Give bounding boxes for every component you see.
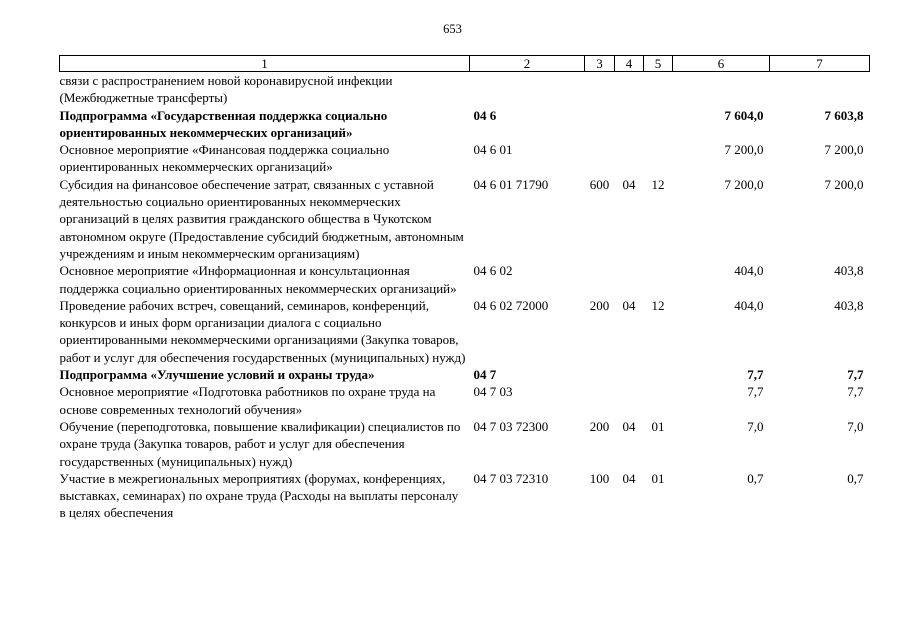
row-amount-1: 7 200,0 [724,176,764,192]
row-name: Проведение рабочих встреч, совещаний, семинаров, конференций, конкурсов и иных форм организации диалога с социально ориентированными некоммерческими организациями (Закупка товаров, работ и услуг для обеспечения государственных (муниципальных) нужд) [59,297,466,365]
row-code: 04 6 02 [473,263,513,279]
row-pr [644,107,673,142]
row-vr [585,107,615,142]
row-amount-1: 7,7 [747,384,764,400]
row-amount-2: 403,8 [834,263,864,279]
table-row [60,141,870,176]
row-code: 04 6 01 71790 [473,176,549,192]
page-number: 653 [443,22,462,36]
row-amount-2: 7,7 [847,367,864,383]
row-rz [615,383,644,418]
row-pr: 12 [651,176,665,192]
table-row [60,72,870,107]
table-row [60,107,870,142]
row-rz: 04 [622,176,636,192]
row-amount-2 [770,72,870,107]
header-col-2: 2 [470,56,585,72]
budget-table [59,55,870,522]
row-amount-2: 0,7 [847,470,864,486]
row-pr [644,366,673,383]
row-vr: 600 [589,176,610,192]
table-row [60,470,870,522]
table-row [60,262,870,297]
row-amount-1 [673,72,770,107]
row-name: Основное мероприятие «Информационная и консультационная поддержка социально ориентированных некоммерческих организаций» [59,263,457,296]
header-col-6: 6 [673,56,770,72]
row-amount-1: 7 200,0 [724,142,764,158]
row-name: Подпрограмма «Государственная поддержка социально ориентированных некоммерческих организаций» [59,107,388,140]
row-amount-1: 404,0 [734,297,764,313]
row-pr [644,72,673,107]
header-col-5: 5 [644,56,673,72]
row-vr [585,141,615,176]
row-vr: 100 [589,470,610,486]
row-amount-2: 7 603,8 [824,107,864,123]
row-name: Основное мероприятие «Финансовая поддержка социально ориентированных некоммерческих организаций» [59,142,390,175]
row-rz: 04 [622,297,636,313]
header-col-7: 7 [770,56,870,72]
row-code: 04 7 03 [473,384,513,400]
table-row [60,366,870,383]
row-amount-1: 7 604,0 [724,107,764,123]
row-rz [615,72,644,107]
table-row [60,418,870,470]
row-rz [615,107,644,142]
row-code: 04 7 03 72300 [473,418,549,434]
row-amount-1: 404,0 [734,263,764,279]
row-rz [615,366,644,383]
row-pr [644,383,673,418]
row-amount-2: 7,0 [847,418,864,434]
row-code: 04 6 01 [473,142,513,158]
row-amount-2: 403,8 [834,297,864,313]
row-code [470,72,585,107]
row-vr [585,262,615,297]
header-row [60,56,870,72]
row-vr: 200 [589,418,610,434]
row-code: 04 7 03 72310 [473,470,549,486]
header-col-4: 4 [615,56,644,72]
row-pr: 01 [651,470,665,486]
row-name: Подпрограмма «Улучшение условий и охраны труда» [59,367,375,383]
row-rz: 04 [622,470,636,486]
row-amount-2: 7 200,0 [824,142,864,158]
row-name: Основное мероприятие «Подготовка работников по охране труда на основе современных технологий обучения» [59,384,436,417]
row-code: 04 7 [473,367,497,383]
row-pr: 12 [651,297,665,313]
table-row [60,297,870,366]
row-vr [585,383,615,418]
row-code: 04 6 02 72000 [473,297,549,313]
table-row [60,176,870,262]
table-row [60,383,870,418]
row-vr [585,72,615,107]
row-pr [644,141,673,176]
row-rz [615,141,644,176]
header-col-3: 3 [585,56,615,72]
row-amount-2: 7,7 [847,384,864,400]
row-rz: 04 [622,418,636,434]
row-vr [585,366,615,383]
row-pr [644,262,673,297]
row-pr: 01 [651,418,665,434]
row-name: связи с распространением новой коронавирусной инфекции (Межбюджетные трансферты) [59,73,393,106]
table-header [60,56,870,72]
row-amount-1: 7,0 [747,418,764,434]
row-name: Участие в межрегиональных мероприятиях (форумах, конференциях, выставках, семинарах) по охране труда (Расходы на выплаты персоналу в целях обеспечения [59,470,459,521]
row-name: Субсидия на финансовое обеспечение затрат, связанных с уставной деятельностью социально ориентированных некоммерческих организаций в целях развития гражданского общества в Чукотском автономном округе (Предоставление субсидий бюджетным, автономным учреждениям и иным некоммерческим организациям) [59,176,464,261]
row-amount-1: 0,7 [747,470,764,486]
table-body [60,72,870,522]
row-amount-1: 7,7 [747,367,764,383]
row-code: 04 6 [473,107,497,123]
row-name: Обучение (переподготовка, повышение квалификации) специалистов по охране труда (Закупка товаров, работ и услуг для обеспечения государственных (муниципальных) нужд) [59,418,461,469]
row-rz [615,262,644,297]
row-amount-2: 7 200,0 [824,176,864,192]
row-vr: 200 [589,297,610,313]
header-col-1: 1 [60,56,470,72]
